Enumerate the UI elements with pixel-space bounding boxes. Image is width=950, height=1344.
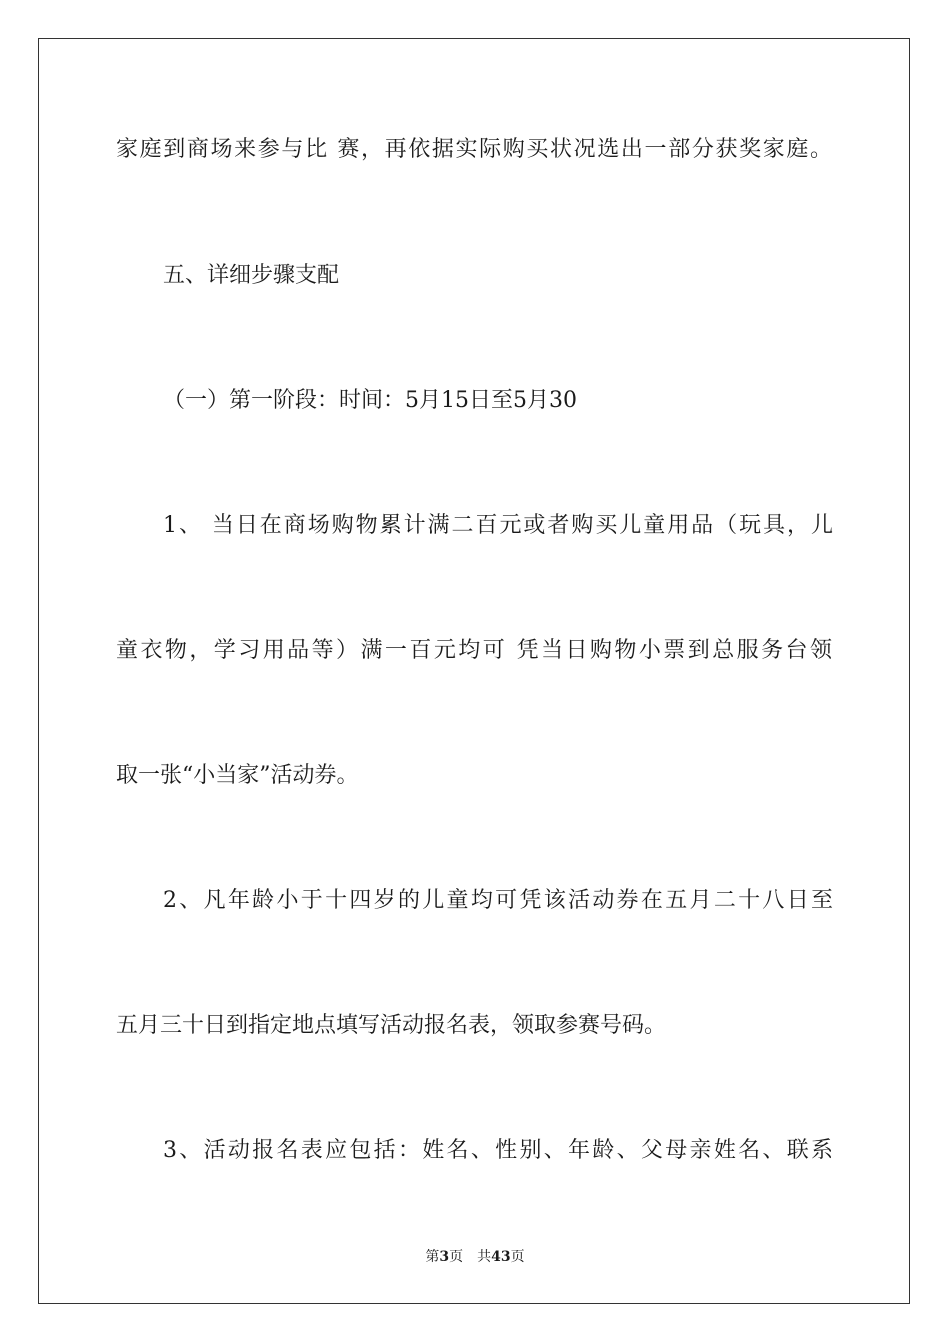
total-prefix: 共: [477, 1249, 492, 1265]
page-suffix: 页: [449, 1249, 464, 1265]
paragraph-line: 2、凡年龄小于十四岁的儿童均可凭该活动券在五月二十八日至: [163, 888, 833, 913]
page-prefix: 第: [425, 1249, 440, 1265]
section-heading: 五、详细步骤支配: [163, 263, 340, 288]
paragraph-line: 家庭到商场来参与比 赛，再依据实际购买状况选出一部分获奖家庭。: [116, 137, 832, 162]
page-number: 3: [439, 1249, 450, 1265]
total-suffix: 页: [510, 1249, 525, 1265]
paragraph-line: 3、活动报名表应包括：姓名、性别、年龄、父母亲姓名、联系: [163, 1138, 833, 1163]
paragraph-line: 1、 当日在商场购物累计满二百元或者购买儿童用品（玩具，儿: [163, 513, 833, 538]
page-footer: [0, 1248, 950, 1266]
page-border: [38, 38, 910, 1304]
paragraph-line: 童衣物，学习用品等）满一百元均可 凭当日购物小票到总服务台领: [116, 638, 832, 663]
total-pages: 43: [491, 1249, 511, 1265]
paragraph-line: 五月三十日到指定地点填写活动报名表，领取参赛号码。: [116, 1013, 667, 1038]
paragraph-line: 取一张“小当家”活动券。: [116, 763, 359, 788]
subsection-heading: （一）第一阶段：时间：5月15日至5月30: [163, 388, 577, 413]
